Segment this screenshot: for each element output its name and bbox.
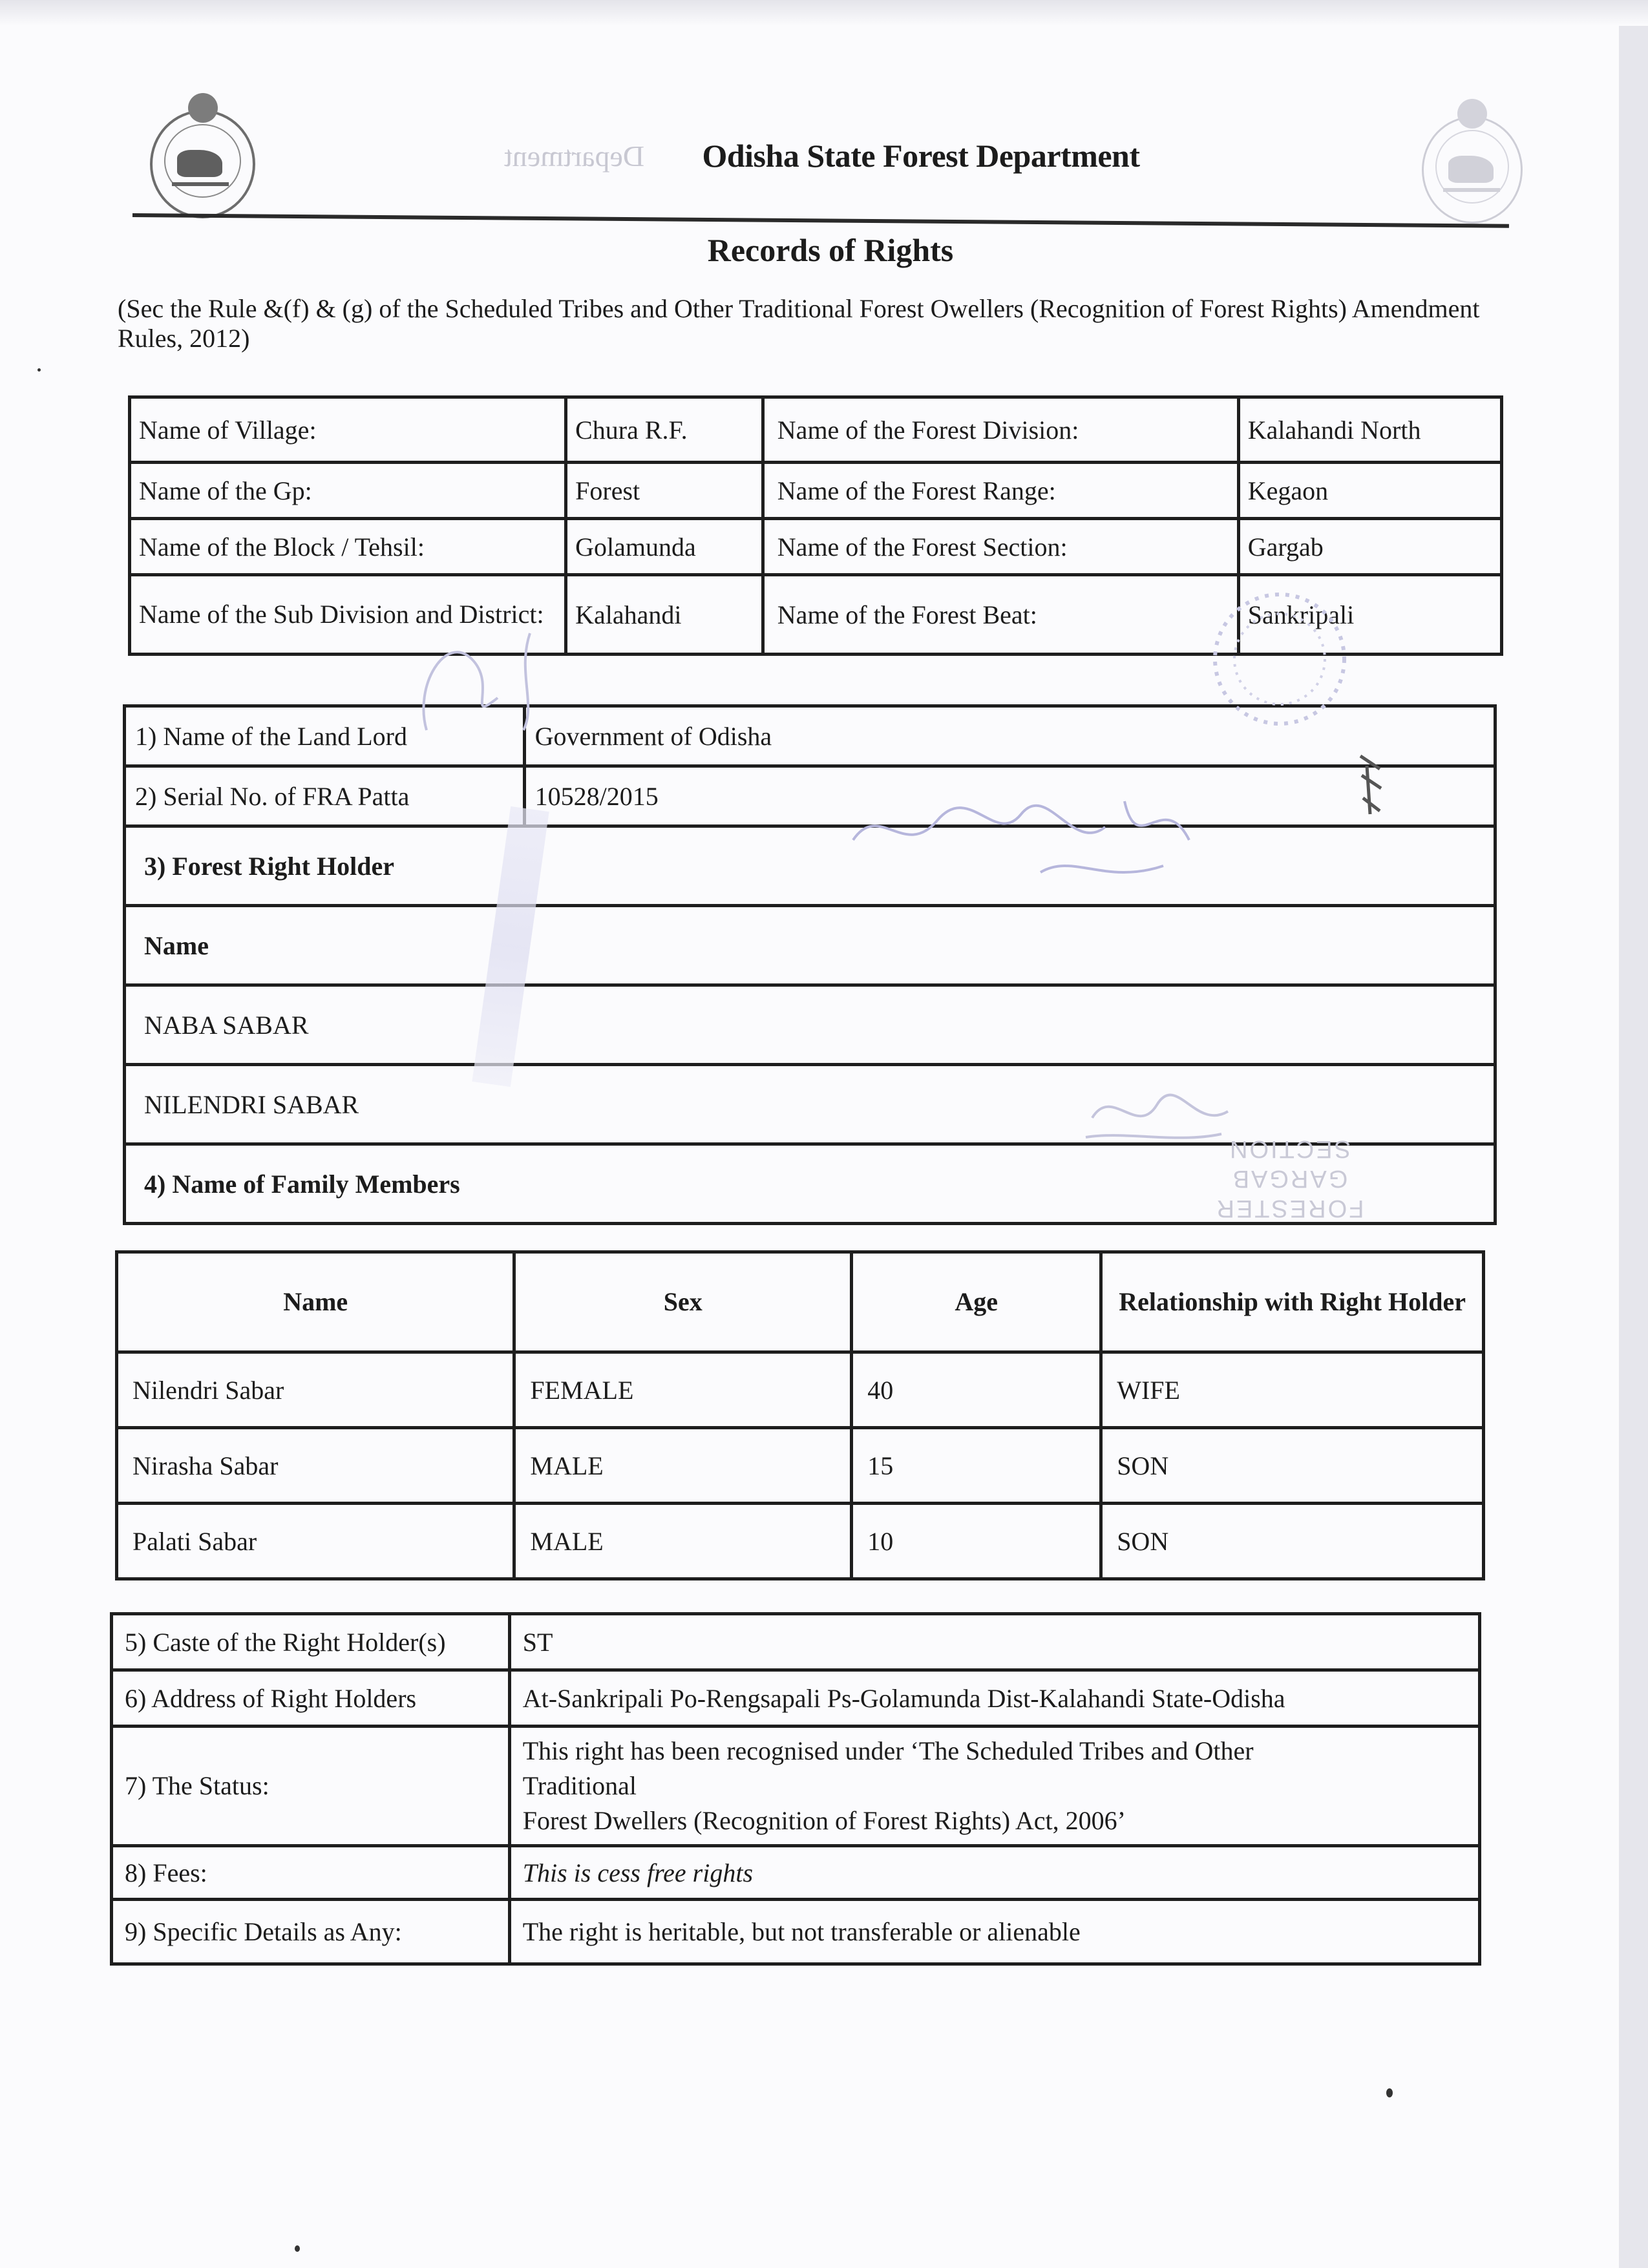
holder-name-heading: Name <box>125 906 1495 985</box>
caste-label: 5) Caste of the Right Holder(s) <box>112 1614 510 1670</box>
member-sex: MALE <box>514 1428 852 1504</box>
forest-division-label: Name of the Forest Division: <box>763 397 1238 463</box>
bleed-through-text: Department <box>504 140 645 173</box>
column-header-relationship: Relationship with Right Holder <box>1101 1252 1484 1352</box>
table-row <box>117 1352 1484 1428</box>
gp-label: Name of the Gp: <box>130 463 566 519</box>
subtitle: (Sec the Rule &(f) & (g) of the Scheduled Tribes and Other Traditional Forest Owellers (Recognition of Forest Rights) Amendment Rules, 2012) <box>118 294 1480 353</box>
member-age: 15 <box>852 1428 1101 1504</box>
specific-label: 9) Specific Details as Any: <box>112 1900 510 1964</box>
family-header-row <box>117 1252 1484 1352</box>
serial-value: 10528/2015 <box>524 766 1495 826</box>
member-relationship: WIFE <box>1101 1352 1484 1428</box>
holder-heading: 3) Forest Right Holder <box>125 826 1495 906</box>
status-value <box>509 1727 1479 1846</box>
village-value: Chura R.F. <box>566 397 763 463</box>
table-row <box>112 1900 1480 1964</box>
fees-label: 8) Fees: <box>112 1846 510 1900</box>
family-table <box>115 1250 1485 1580</box>
scan-top-shade <box>0 0 1648 26</box>
land-lord-value: Government of Odisha <box>524 706 1495 766</box>
member-age: 40 <box>852 1352 1101 1428</box>
scan-speck <box>1386 2088 1393 2097</box>
forest-division-value: Kalahandi North <box>1238 397 1501 463</box>
status-line: Forest Dwellers (Recognition of Forest Rights) Act, 2006’ <box>522 1806 1126 1835</box>
column-header-sex: Sex <box>514 1252 852 1352</box>
column-header-age: Age <box>852 1252 1101 1352</box>
scan-speck <box>295 2245 300 2252</box>
status-line: This right has been recognised under ‘The Scheduled Tribes and Other <box>522 1736 1254 1765</box>
member-name: Nirasha Sabar <box>117 1428 514 1504</box>
member-age: 10 <box>852 1504 1101 1579</box>
member-sex: FEMALE <box>514 1352 852 1428</box>
scan-speck <box>37 368 41 372</box>
status-line: Traditional <box>522 1771 637 1800</box>
sub-division-value: Kalahandi <box>566 575 763 655</box>
forest-section-label: Name of the Forest Section: <box>763 519 1238 575</box>
table-row <box>125 1065 1495 1144</box>
department-title <box>0 137 1648 174</box>
signature-scribble <box>827 762 1280 892</box>
member-name: Nilendri Sabar <box>117 1352 514 1428</box>
sub-division-label: Name of the Sub Division and District: <box>130 575 566 655</box>
holder-name: NILENDRI SABAR <box>125 1065 1495 1144</box>
table-row <box>112 1727 1480 1846</box>
column-header-name: Name <box>117 1252 514 1352</box>
table-row <box>125 985 1495 1065</box>
forest-section-value: Gargab <box>1238 519 1501 575</box>
details-table <box>110 1612 1481 1966</box>
address-value: At-Sankripali Po-Rengsapali Ps-Golamunda Dist-Kalahandi State-Odisha <box>509 1670 1479 1727</box>
village-label: Name of Village: <box>130 397 566 463</box>
forest-beat-value: Sankripali <box>1238 575 1501 655</box>
table-row <box>125 826 1495 906</box>
signature-scribble <box>388 620 582 737</box>
forest-range-value: Kegaon <box>1238 463 1501 519</box>
table-row <box>125 766 1495 826</box>
status-label: 7) The Status: <box>112 1727 510 1846</box>
family-heading: 4) Name of Family Members <box>125 1144 1495 1224</box>
member-sex: MALE <box>514 1504 852 1579</box>
signature-scribble <box>1066 1073 1247 1150</box>
block-label: Name of the Block / Tehsil: <box>130 519 566 575</box>
member-relationship: SON <box>1101 1428 1484 1504</box>
address-label: 6) Address of Right Holders <box>112 1670 510 1727</box>
gp-value: Forest <box>566 463 763 519</box>
member-name: Palati Sabar <box>117 1504 514 1579</box>
table-row <box>130 463 1502 519</box>
serial-label: 2) Serial No. of FRA Patta <box>125 766 525 826</box>
table-row <box>125 906 1495 985</box>
member-relationship: SON <box>1101 1504 1484 1579</box>
forest-beat-label: Name of the Forest Beat: <box>763 575 1238 655</box>
holder-name: NABA SABAR <box>125 985 1495 1065</box>
initials-mark <box>1354 750 1386 827</box>
document-title-text: Records of Rights <box>707 232 954 268</box>
specific-value: The right is heritable, but not transferable or alienable <box>509 1900 1479 1964</box>
land-lord-label: 1) Name of the Land Lord <box>125 706 525 766</box>
scan-edge <box>1619 0 1648 2268</box>
caste-value: ST <box>509 1614 1479 1670</box>
document-title <box>0 231 1648 269</box>
table-row <box>117 1504 1484 1579</box>
table-row <box>117 1428 1484 1504</box>
table-row <box>112 1846 1480 1900</box>
table-row <box>112 1670 1480 1727</box>
table-row <box>112 1614 1480 1670</box>
forest-range-label: Name of the Forest Range: <box>763 463 1238 519</box>
block-value: Golamunda <box>566 519 763 575</box>
seal-stamp-faint <box>1176 582 1383 737</box>
forester-stamp: FORESTER GARGAB SECTION <box>1214 1135 1364 1222</box>
table-row <box>130 397 1502 463</box>
table-row <box>130 519 1502 575</box>
department-title-text: Odisha State Forest Department <box>702 138 1140 174</box>
fees-value: This is cess free rights <box>509 1846 1479 1900</box>
